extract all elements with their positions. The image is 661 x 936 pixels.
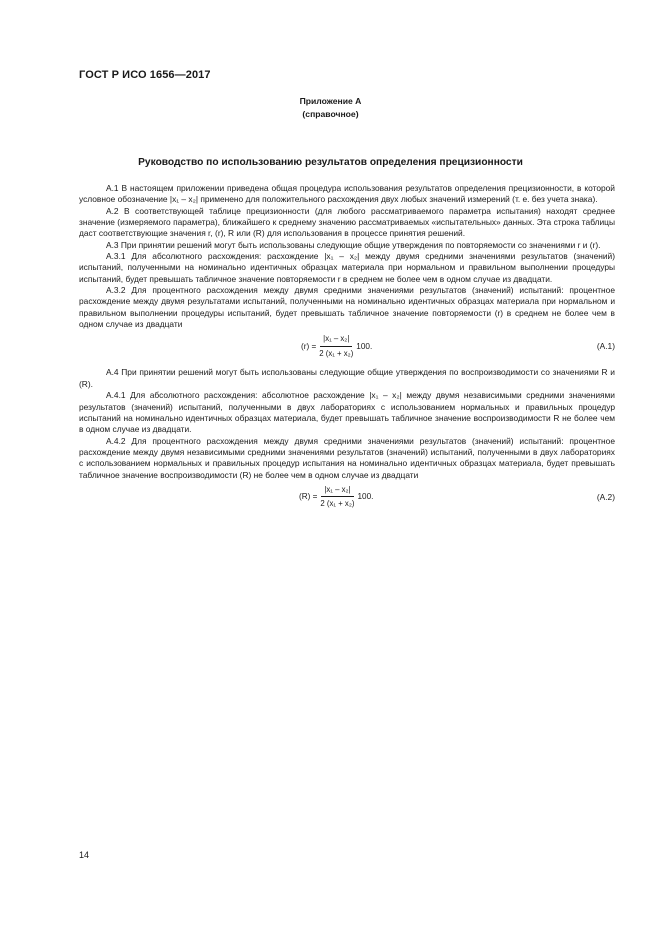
paragraph-a1: А.1 В настоящем приложении приведена общая процедура использования результатов определения прецизионности, в которой условное обозначение |x₁ – x₂| применено для положительного расхождения двух любых значений измерений (т. е. без учета знака).	[79, 183, 615, 205]
paragraph-a3-1: А.3.1 Для абсолютного расхождения: расхождение |x₁ – x₂| между двумя средними значениями результатов (значений) испытаний, полученными на номинально идентичных образцах материала при нормальном и правильном выполнении процедуры испытаний, будет превышать табличное значение повторяемости r в среднем не более чем в одном случае из двадцати.	[79, 251, 615, 284]
formula-a2-number: (А.2)	[596, 491, 615, 502]
formula-a2-fraction	[320, 484, 354, 510]
formula-a1-number: (А.1)	[596, 341, 615, 352]
formula-a2-numerator: |x₁ – x₂|	[321, 484, 353, 497]
formula-a2	[79, 482, 615, 514]
document-body	[79, 183, 615, 518]
paragraph-a4-2: А.4.2 Для процентного расхождения между двумя средними значениями результатов (значений) испытаний: процентное расхождение между двумя независимыми средними значениями результатов (значений) испытаний, полученными в двух лабораториях с использованием нормальных и правильных процедур испытания на номинально идентичных образцах материала, будет превышать табличное значение воспроизводимости (R) не более чем в одном случае из двадцати	[79, 435, 615, 480]
paragraph-a3: А.3 При принятии решений могут быть использованы следующие общие утверждения по повторяемости со значениями r и (r).	[106, 239, 601, 250]
page-number: 14	[79, 850, 90, 860]
paragraph-a4: А.4 При принятии решений могут быть использованы следующие общие утверждения по воспроизводимости со значениями R и (R).	[79, 367, 615, 389]
document-header: ГОСТ Р ИСО 1656—2017	[79, 69, 211, 81]
paragraph-a2: А.2 В соответствующей таблице прецизионности (для любого рассматриваемого параметра испытания) находят среднее значение (измеряемого параметра), ближайшего к среднему значению рассматриваемых «испытательных» данных. Эта строка таблицы даст соответствующие значения r, (r), R или (R) для использования в процессе принятия решений.	[79, 205, 615, 239]
appendix-type: (справочное)	[302, 109, 359, 119]
section-title: Руководство по использованию результатов определения прецизионности	[138, 157, 523, 168]
formula-a1-denominator: 2 (x₁ + x₂)	[319, 348, 354, 358]
formula-a1-fraction	[319, 333, 353, 359]
formula-a2-lhs: (R) =	[299, 492, 318, 502]
formula-a1-numerator: |x₁ – x₂|	[320, 333, 352, 346]
formula-a1-expression	[301, 333, 372, 359]
formula-a1	[79, 331, 615, 363]
paragraph-a4-1: А.4.1 Для абсолютного расхождения: абсолютное расхождение |x₁ – x₂| между двумя независимыми средними значениями результатов (значений) испытаний, полученными в двух лабораториях с использованием нормальных и правильных процедур испытаний на номинально идентичных образцах материала, будет превышать табличное значение воспроизводимости R не более чем в одном случае из двадцати.	[79, 390, 615, 435]
formula-a2-expression	[299, 484, 373, 510]
appendix-label: Приложение А	[299, 96, 362, 106]
formula-a2-denominator: 2 (x₁ + x₂)	[320, 499, 355, 509]
formula-a1-factor: 100.	[356, 341, 373, 351]
paragraph-a3-2: А.3.2 Для процентного расхождения между двумя средними значениями результатов (значений) испытаний: процентное расхождение между двумя результатами испытаний, полученными на номинально идентичных образцах материала при нормальном и правильном выполнении процедуры испытаний, будет превышать табличное значение повторяемости (r) в среднем не более чем в одном случае из двадцати	[79, 285, 615, 330]
formula-a1-lhs: (r) =	[301, 341, 317, 351]
formula-a2-factor: 100.	[357, 492, 374, 502]
